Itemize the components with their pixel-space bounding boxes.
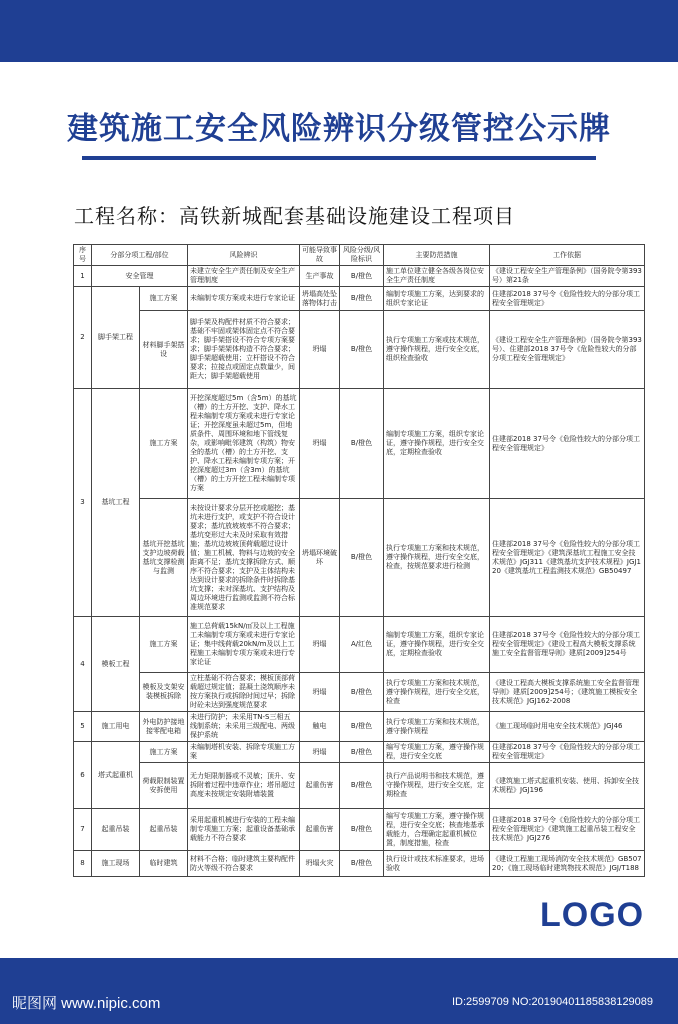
header-cell: 风险分级/风险标识 — [340, 245, 384, 266]
table-row — [74, 809, 645, 851]
table-row — [74, 389, 645, 499]
header-cell: 序号 — [74, 245, 92, 266]
basis-cell: 住建部2018 37号令《危险性较大的分部分项工程安全管理规定》 — [490, 389, 645, 499]
part-cell: 塔式起重机 — [92, 742, 140, 809]
bottom-color-band — [0, 958, 678, 1024]
accident-cell: 坍塌 — [300, 617, 340, 673]
basis-cell: 《建设工程高大模板支撑系统施工安全监督管理导则》建质[2009]254号；《建筑施工模板安全技术规范》JGJ162-2008 — [490, 673, 645, 712]
risk-cell: 采用起重机械进行安装的工程未编制专项施工方案；起重设备基础承载能力不符合要求 — [188, 809, 300, 851]
risk-cell: 材料不合格；临时建筑主要构配件防火等级不符合要求 — [188, 851, 300, 877]
row-number: 5 — [74, 712, 92, 742]
table-row — [74, 742, 645, 763]
risk-cell: 施工总荷载15kN/㎡及以上工程施工未编制专项方案或未进行专家论证；集中线荷载20kN/m及以上工程施工未编制专项方案或未进行专家论证 — [188, 617, 300, 673]
accident-cell: 坍塌环境破坏 — [300, 499, 340, 617]
subpart-cell: 施工方案 — [140, 287, 188, 311]
level-cell: B/橙色 — [340, 499, 384, 617]
risk-cell: 立柱基础不符合要求；模板顶部荷载超过规定值；混凝土浇筑顺序未按方案执行或拆除时间过早；拆除时砼未达到强度规范要求 — [188, 673, 300, 712]
basis-cell: 住建部2018 37号令《危险性较大的分部分项工程安全管理规定》《建筑深基坑工程施工安全技术规范》JGJ311《建筑基坑支护技术规程》JGJ120《建筑基坑工程监测技术规范》GB50497 — [490, 499, 645, 617]
table-row — [74, 673, 645, 712]
row-number: 4 — [74, 617, 92, 712]
accident-cell: 坍塌火灾 — [300, 851, 340, 877]
accident-cell: 坍塌 — [300, 389, 340, 499]
basis-cell: 住建部2018 37号令《危险性较大的分部分项工程安全管理规定》《建设工程高大模板支撑系统施工安全监督管理导则》建质[2009]254号 — [490, 617, 645, 673]
table-row — [74, 311, 645, 389]
level-cell: B/橙色 — [340, 809, 384, 851]
header-cell: 工作依据 — [490, 245, 645, 266]
subpart-cell: 起重吊装 — [140, 809, 188, 851]
table-row — [74, 499, 645, 617]
row-number: 3 — [74, 389, 92, 617]
basis-cell: 《建设工程安全生产管理条例》（国务院令第393号）、住建部2018 37号令《危险性较大的分部分项工程安全管理规定》 — [490, 311, 645, 389]
accident-cell: 坍塌 — [300, 673, 340, 712]
risk-cell: 未进行防护；未采用TN-S三相五线制系统；未采用三级配电、两级保护系统 — [188, 712, 300, 742]
project-name: 工程名称：高铁新城配套基础设施建设工程项目 — [74, 204, 515, 228]
measure-cell: 执行设计或技术标准要求，进场验收 — [384, 851, 490, 877]
top-color-band — [0, 0, 678, 62]
header-cell: 可能导致事故 — [300, 245, 340, 266]
risk-cell: 未建立安全生产责任制及安全生产管理制度 — [188, 266, 300, 287]
level-cell: B/橙色 — [340, 851, 384, 877]
header-cell: 主要防范措施 — [384, 245, 490, 266]
measure-cell: 编写专项施工方案，遵守操作规程，进行安全交底 — [384, 742, 490, 763]
subpart-cell: 施工方案 — [140, 742, 188, 763]
basis-cell: 《施工现场临时用电安全技术规范》JGJ46 — [490, 712, 645, 742]
row-number: 1 — [74, 266, 92, 287]
table-row — [74, 763, 645, 809]
basis-cell: 《建筑施工塔式起重机安装、使用、拆卸安全技术规程》JGJ196 — [490, 763, 645, 809]
accident-cell: 坍塌高处坠落物体打击 — [300, 287, 340, 311]
part-cell: 施工用电 — [92, 712, 140, 742]
measure-cell: 执行专项施工方案或技术规范，遵守操作规程，进行安全交底，组织检查验收 — [384, 311, 490, 389]
part-cell: 模板工程 — [92, 617, 140, 712]
subpart-cell: 荷载限制装置安拆使用 — [140, 763, 188, 809]
level-cell: B/橙色 — [340, 742, 384, 763]
accident-cell: 生产事故 — [300, 266, 340, 287]
table-row — [74, 617, 645, 673]
measure-cell: 执行产品说明书和技术规范，遵守操作规程，进行安全交底，定期检查 — [384, 763, 490, 809]
risk-cell: 无力矩限制器或不灵敏；顶升、安拆附着过程中违章作业；塔吊超过高度未按规定安装附墙装置 — [188, 763, 300, 809]
subpart-cell: 施工方案 — [140, 389, 188, 499]
accident-cell: 起重伤害 — [300, 809, 340, 851]
basis-cell: 住建部2018 37号令《危险性较大的分部分项工程安全管理规定》 — [490, 287, 645, 311]
measure-cell: 编制专项施工方案，组织专家论证，遵守操作规程，进行安全交底，定期检查验收 — [384, 617, 490, 673]
level-cell: A/红色 — [340, 617, 384, 673]
level-cell: B/橙色 — [340, 311, 384, 389]
measure-cell: 执行专项施工方案和技术规范，遵守操作规程，进行安全交底，检查 — [384, 673, 490, 712]
subpart-cell: 临时建筑 — [140, 851, 188, 877]
risk-table — [73, 244, 645, 877]
risk-cell: 未编制专项方案或未进行专家论证 — [188, 287, 300, 311]
watermark-id: ID:2599709 NO:20190401185838129089 — [452, 996, 654, 1008]
header-cell: 风险辨识 — [188, 245, 300, 266]
subpart-cell: 施工方案 — [140, 617, 188, 673]
measure-cell: 编制专项施工方案，达到要求的组织专家论证 — [384, 287, 490, 311]
header-cell: 分部分项工程/部位 — [92, 245, 188, 266]
level-cell: B/橙色 — [340, 763, 384, 809]
part-cell: 安全管理 — [92, 266, 188, 287]
board-title: 建筑施工安全风险辨识分级管控公示牌 — [67, 111, 611, 147]
accident-cell: 起重伤害 — [300, 763, 340, 809]
table-row — [74, 287, 645, 311]
title-underline — [82, 156, 596, 160]
row-number: 2 — [74, 287, 92, 389]
table-row — [74, 266, 645, 287]
basis-cell: 《建设工程施工现场消防安全技术规范》GB50720；《施工现场临时建筑物技术规范》JGJ/T188 — [490, 851, 645, 877]
basis-cell: 住建部2018 37号令《危险性较大的分部分项工程安全管理规定》《建筑施工起重吊装工程安全技术规范》JGJ276 — [490, 809, 645, 851]
row-number: 8 — [74, 851, 92, 877]
level-cell: B/橙色 — [340, 287, 384, 311]
logo-text: LOGO — [540, 896, 645, 934]
part-cell: 基坑工程 — [92, 389, 140, 617]
subpart-cell: 外电防护接地接零配电箱 — [140, 712, 188, 742]
part-cell: 施工现场 — [92, 851, 140, 877]
risk-table-container — [73, 244, 644, 877]
risk-cell: 脚手架及构配件材质不符合要求；基础不牢固或架体固定点不符合要求；脚手架搭设不符合专项方案要求；脚手架架体构造不符合要求；脚手架超载使用；立杆搭设不符合要求；拉接点或固定点数量少，间距大；脚手架超载使用 — [188, 311, 300, 389]
watermark-site: 昵图网 www.nipic.com — [12, 995, 161, 1012]
measure-cell: 执行专项施工方案和技术规范，遵守操作规程 — [384, 712, 490, 742]
level-cell: B/橙色 — [340, 673, 384, 712]
subpart-cell: 基坑开挖基坑支护边坡荷载基坑支撑检测与监测 — [140, 499, 188, 617]
subpart-cell: 材料脚手架搭设 — [140, 311, 188, 389]
measure-cell: 执行专项施工方案和技术规范，遵守操作规程，进行安全交底，检查，按规范要求进行检测 — [384, 499, 490, 617]
measure-cell: 施工单位建立健全各级各岗位安全生产责任制度 — [384, 266, 490, 287]
level-cell: B/橙色 — [340, 712, 384, 742]
measure-cell: 编制专项施工方案，组织专家论证，遵守操作规程，进行安全交底，定期检查验收 — [384, 389, 490, 499]
row-number: 6 — [74, 742, 92, 809]
risk-cell: 未按设计要求分层开挖或超挖；基坑未进行支护，或支护不符合设计要求；基坑放坡坡率不符合要求；基坑变形过大未及时采取有效措施；基坑边坡坡顶荷载超过设计值；施工机械、物料与边坡的安全距离不足；基坑支撑拆除方式、顺序不符合要求；支护及主体结构未达到设计要求的拆除条件时拆除基坑支撑；未对深基坑、支护结构及周边环境进行监测或监测不符合标准规范要求 — [188, 499, 300, 617]
accident-cell: 坍塌 — [300, 742, 340, 763]
level-cell: B/橙色 — [340, 389, 384, 499]
measure-cell: 编写专项施工方案，遵守操作规程，进行安全交底；核查地基承载能力，合理确定起重机械位置，制度措施，检查 — [384, 809, 490, 851]
level-cell: B/橙色 — [340, 266, 384, 287]
subpart-cell: 模板及支架安装模板拆除 — [140, 673, 188, 712]
basis-cell: 住建部2018 37号令《危险性较大的分部分项工程安全管理规定》 — [490, 742, 645, 763]
table-row — [74, 712, 645, 742]
table-header-row — [74, 245, 645, 266]
part-cell: 脚手架工程 — [92, 287, 140, 389]
basis-cell: 《建设工程安全生产管理条例》（国务院令第393号）第21条 — [490, 266, 645, 287]
risk-cell: 开挖深度超过5m（含5m）的基坑（槽）的土方开挖、支护、降水工程未编制专项方案或未进行专家论证；开挖深度虽未超过5m，但地质条件、周围环境和地下管线复杂，或影响毗邻建筑（构筑）物安全的基坑（槽）的土方开挖、支护、降水工程未编制专项方案；开挖深度超过3m（含3m）的基坑（槽）的土方开挖工程未编制专项方案 — [188, 389, 300, 499]
table-row — [74, 851, 645, 877]
part-cell: 起重吊装 — [92, 809, 140, 851]
accident-cell: 触电 — [300, 712, 340, 742]
accident-cell: 坍塌 — [300, 311, 340, 389]
risk-cell: 未编制塔机安装、拆除专项施工方案 — [188, 742, 300, 763]
row-number: 7 — [74, 809, 92, 851]
